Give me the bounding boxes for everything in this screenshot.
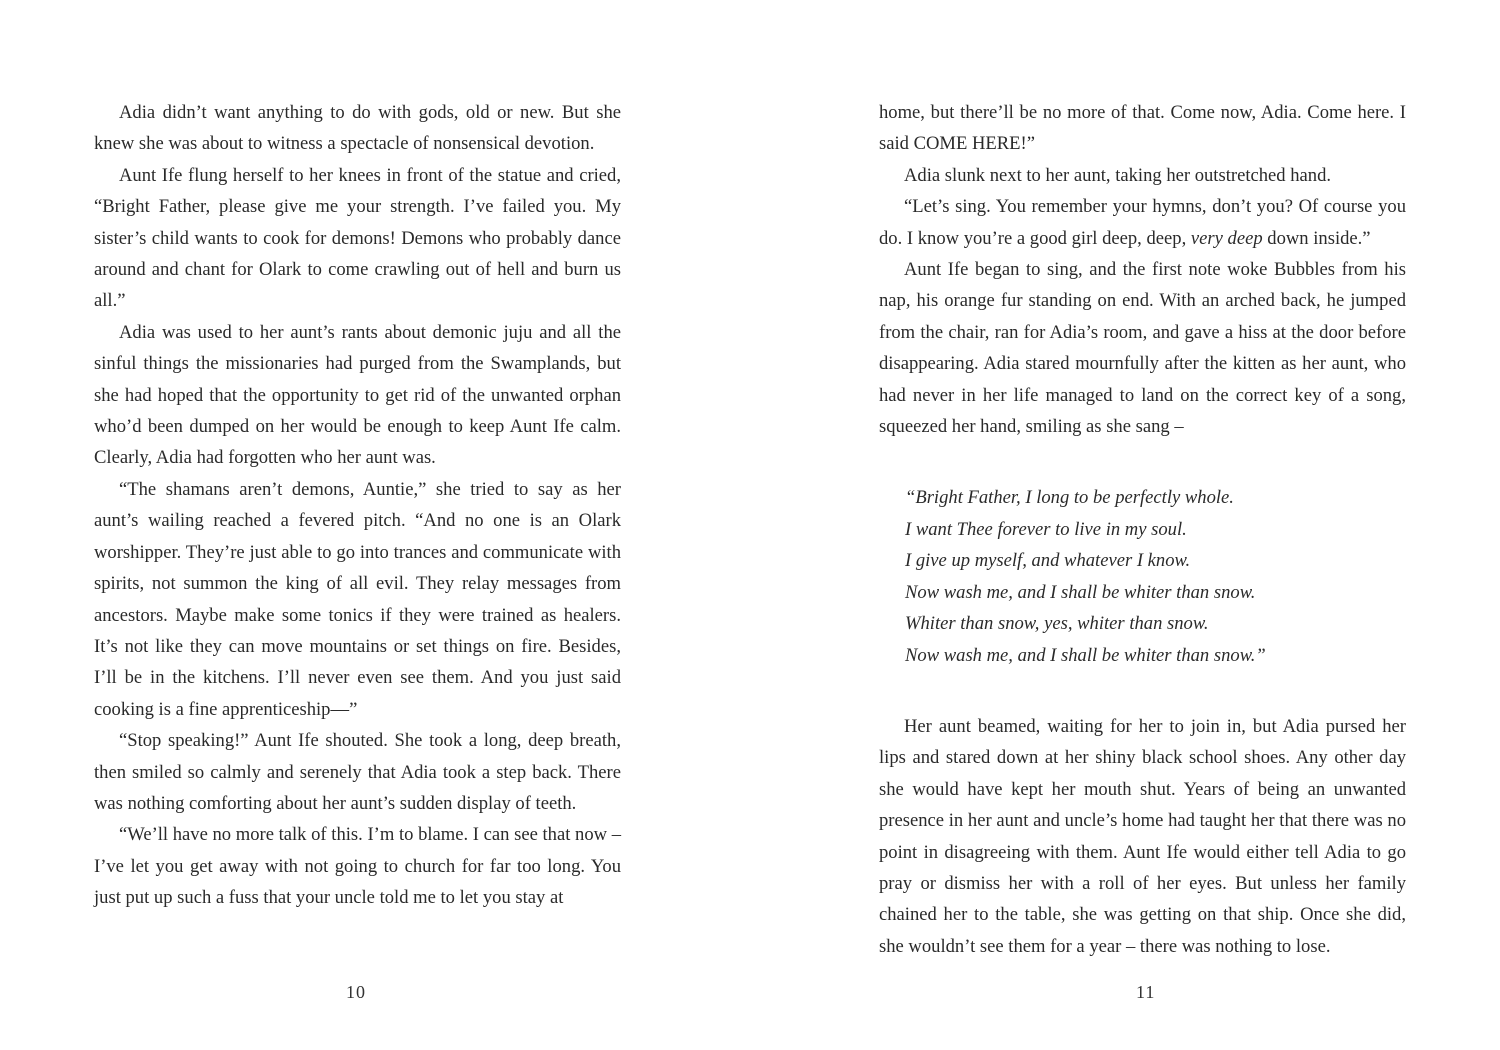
paragraph: Adia was used to her aunt’s rants about demonic juju and all the sinful things the missionaries had purged from the Swamplands, but she had hoped that the opportunity to get rid of the unwanted orphan who’d been dumped on her would be enough to keep Aunt Ife calm. Clearly, Adia had forgotten who her aunt was. [94,321,621,469]
paragraph: Her aunt beamed, waiting for her to join in, but Adia pursed her lips and stared down at her shiny black school shoes. Any other day she would have kept her mouth shut. Years of being an unwanted presence in her aunt and uncle’s home had taught her that there was no point in disagreeing with them. Aunt Ife would either tell Adia to go pray or dismiss her with a roll of her eyes. But unless her family chained her to the table, she was getting on that ship. Once she did, she wouldn’t see them for a year – there was nothing to lose. [879,715,1406,957]
paragraph: “Stop speaking!” Aunt Ife shouted. She took a long, deep breath, then smiled so calmly and serenely that Adia took a step back. There was nothing comforting about her aunt’s sudden display of teeth. [94,730,621,814]
page-number-left: 10 [346,982,366,1002]
verse-line: “Bright Father, I long to be perfectly whole. [905,487,1234,509]
emphasis-text: very deep [1190,227,1263,249]
paragraph: Adia slunk next to her aunt, taking her outstretched hand. [904,164,1332,186]
right-page [879,97,1406,957]
paragraph: Aunt Ife flung herself to her knees in front of the statue and cried, “Bright Father, please give me your strength. I’ve failed you. My sister’s child wants to cook for demons! Demons who probably dance around and chant for Olark to come crawling out of hell and burn us all.” [94,164,621,312]
verse-line: Now wash me, and I shall be whiter than snow. [905,581,1256,603]
verse-line: Whiter than snow, yes, whiter than snow. [905,613,1209,635]
left-page [94,97,621,947]
verse-line: I give up myself, and whatever I know. [905,550,1191,572]
paragraph [879,191,1406,254]
paragraph: “The shamans aren’t demons, Auntie,” she tried to say as her aunt’s wailing reached a fevered pitch. “And no one is an Olark worshipper. They’re just able to go into trances and communicate with spirits, not summon the king of all evil. They relay messages from ancestors. Maybe make some tonics if they were trained as healers. It’s not like they can move mountains or set things on fire. Besides, I’ll be in the kitchens. I’ll never even see them. And you just said cooking is a fine apprenticeship—” [94,478,621,720]
paragraph-continuation: home, but there’ll be no more of that. Come now, Adia. Come here. I said COME HERE!” [879,102,1406,155]
paragraph: Adia didn’t want anything to do with gods, old or new. But she knew she was about to witness a spectacle of nonsensical devotion. [94,102,621,155]
page-number-right: 11 [1136,982,1156,1002]
paragraph: Aunt Ife began to sing, and the first note woke Bubbles from his nap, his orange fur standing on end. With an arched back, he jumped from the chair, ran for Adia’s room, and gave a hiss at the door before disappearing. Adia stared mournfully after the kitten as her aunt, who had never in her life managed to land on the correct key of a song, squeezed her hand, smiling as she sang – [879,259,1406,438]
verse-line: I want Thee forever to live in my soul. [905,518,1187,540]
text-run: “Let’s sing. You remember your hymns, don’t you? Of course you do. I know you’re a good girl deep, deep, [879,196,1406,249]
paragraph: “We’ll have no more talk of this. I’m to blame. I can see that now – I’ve let you get away with not going to church for far too long. You just put up such a fuss that your uncle told me to let you stay at [94,824,621,909]
text-run: down inside.” [1262,227,1371,249]
hymn-verse [905,482,1406,670]
verse-line: Now wash me, and I shall be whiter than snow.” [905,644,1266,666]
